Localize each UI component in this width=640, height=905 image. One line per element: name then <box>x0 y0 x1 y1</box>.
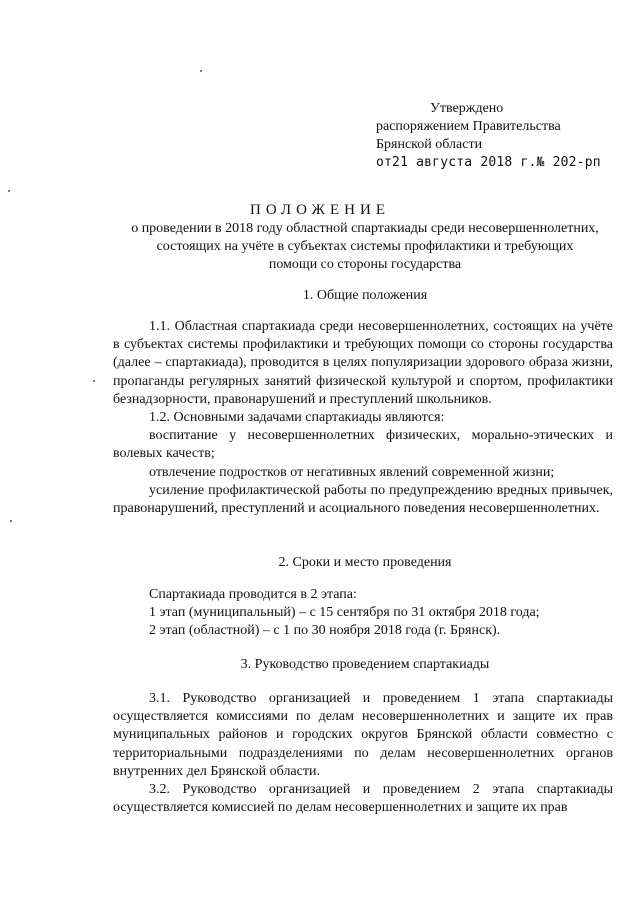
stage-1: 1 этап (муниципальный) – с 15 сентября по 31 октября 2018 года; <box>149 605 540 621</box>
section-1-heading: 1. Общие положения <box>302 288 428 303</box>
scan-speck <box>200 70 202 72</box>
approval-stamp <box>376 100 601 172</box>
section-1-body <box>113 318 613 518</box>
subtitle-line-2: состоящих на учёте в субъектах системы профилактики и требующих <box>156 239 574 254</box>
section-3-heading: 3. Руководство проведением спартакиады <box>240 657 490 672</box>
document-title: ПОЛОЖЕНИЕ <box>250 202 390 218</box>
paragraph-3-1: 3.1. Руководство организацией и проведением 1 этапа спартакиады осуществляется комиссиями по делам несовершеннолетних и защите их прав муниципальных районов и городских округов Брянской области совместно с территориальными подразделениями по делам несовершеннолетних органов внутренних дел Брянской области. <box>113 691 613 779</box>
section-3-body <box>113 690 613 817</box>
task-upbringing: воспитание у несовершеннолетних физических, морально-этических и волевых качеств; <box>113 428 613 462</box>
section-2-heading: 2. Сроки и место проведения <box>278 555 452 570</box>
scan-speck <box>93 380 95 382</box>
stage-2: 2 этап (областной) – с 1 по 30 ноября 2018 года (г. Брянск). <box>149 623 501 639</box>
paragraph-1-1: 1.1. Областная спартакиада среди несовершеннолетних, состоящих на учёте в субъектах системы профилактики и требующих помощи со стороны государства (далее – спартакиада), проводится в целях популяризации здорового образа жизни, пропаганды регулярных занятий физической культурой и спортом, профилактики безнадзорности, правонарушений и преступлений школьников. <box>113 319 613 407</box>
paragraph-3-2: 3.2. Руководство организацией и проведением 2 этапа спартакиады осуществляется комиссией по делам несовершеннолетних и защите их прав <box>113 782 613 816</box>
stages-intro: Спартакиада проводится в 2 этапа: <box>149 587 357 602</box>
subtitle-line-3: помощи со стороны государства <box>268 257 462 272</box>
task-distraction: отвлечение подростков от негативных явлений современной жизни; <box>149 464 555 480</box>
document-subtitle <box>70 220 640 274</box>
approval-line-region: Брянской области <box>376 137 483 152</box>
approval-line-date: от21 августа 2018 г.№ 202-рп <box>376 155 601 170</box>
approval-line-order: распоряжением Правительства <box>376 119 561 134</box>
subtitle-line-1: о проведении в 2018 году областной спартакиады среди несовершеннолетних, <box>131 221 599 236</box>
scan-speck <box>10 520 12 522</box>
task-prevention: усиление профилактической работы по предупреждению вредных привычек, правонарушений, преступлений и асоциального поведения несовершеннолетних. <box>113 482 613 517</box>
section-2-body <box>113 586 613 641</box>
approval-line-approved: Утверждено <box>430 101 504 116</box>
paragraph-1-2: 1.2. Основными задачами спартакиады являются: <box>149 410 445 426</box>
scan-speck <box>8 190 10 192</box>
